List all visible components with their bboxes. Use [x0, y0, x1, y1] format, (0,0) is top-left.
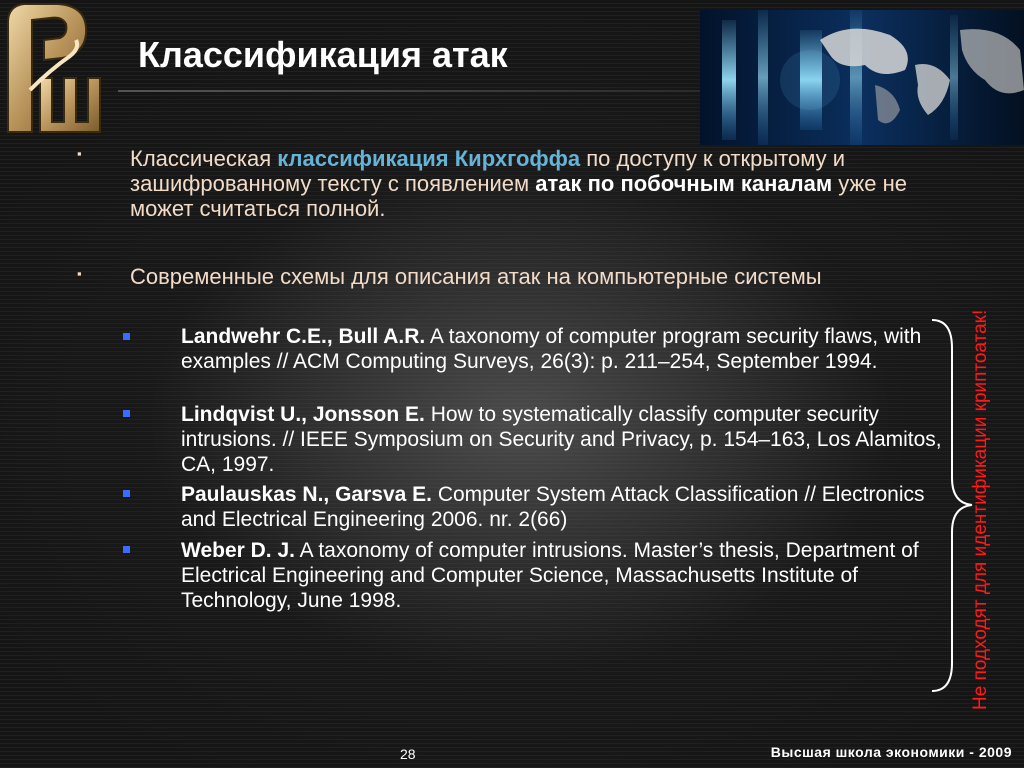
bullet-1-highlight: классификация Кирхгоффа: [277, 146, 581, 171]
reference-authors: Landwehr C.E., Bull A.R.: [181, 325, 426, 348]
hse-logo-icon: [0, 0, 110, 140]
sub-bullet-marker: [123, 490, 130, 497]
right-curly-brace-icon: [930, 318, 975, 693]
reference-authors: Weber D. J.: [181, 539, 295, 562]
reference-item: [181, 402, 951, 477]
reference-item: [181, 538, 951, 613]
reference-text: A taxonomy of computer program security flaws, with examples // ACM Computing Surveys, 26(3): p. 211–254, September 1994.: [181, 325, 922, 373]
sub-bullet-marker: [123, 410, 130, 417]
sub-bullet-marker: [123, 546, 130, 553]
reference-item: [181, 324, 951, 374]
title-divider: [118, 90, 708, 92]
reference-authors: Lindqvist U., Jonsson E.: [181, 403, 425, 426]
sub-bullet-marker: [123, 333, 130, 340]
world-map-banner-image: [700, 10, 1024, 145]
footer-text: Высшая школа экономики - 2009: [770, 744, 1012, 760]
bullet-1-part-5: уже не может считаться полной.: [130, 171, 907, 221]
reference-item: [181, 482, 951, 532]
side-note-warning: Не подходят для идентификации криптоатак!: [970, 309, 991, 710]
slide-title: Классификация атак: [138, 34, 508, 75]
bullet-1-part-3: по доступу к открытому и зашифрованному тексту с появлением: [130, 146, 846, 196]
bullet-text-kirchhoff: [130, 146, 950, 221]
reference-text: A taxonomy of computer intrusions. Master’s thesis, Department of Electrical Engineering and Computer Science, Massachusetts Institute of Technology, June 1998.: [181, 539, 919, 612]
bullet-marker: ▪: [77, 266, 82, 281]
bullet-1-side-channel: атак по побочным каналам: [535, 171, 833, 196]
bullet-text-modern-schemes: Современные схемы для описания атак на компьютерные системы: [130, 264, 822, 289]
bullet-marker: ▪: [77, 146, 82, 161]
reference-text: How to systematically classify computer security intrusions. // IEEE Symposium on Security and Privacy, p. 154–163, Los Alamitos, CA, 1997.: [181, 403, 942, 476]
reference-authors: Paulauskas N., Garsva E.: [181, 483, 432, 506]
bullet-1-part-1: Классическая: [130, 146, 278, 171]
page-number: 28: [400, 746, 416, 762]
reference-text: Computer System Attack Classification // Electronics and Electrical Engineering 2006. nr. 2(66): [181, 483, 925, 531]
